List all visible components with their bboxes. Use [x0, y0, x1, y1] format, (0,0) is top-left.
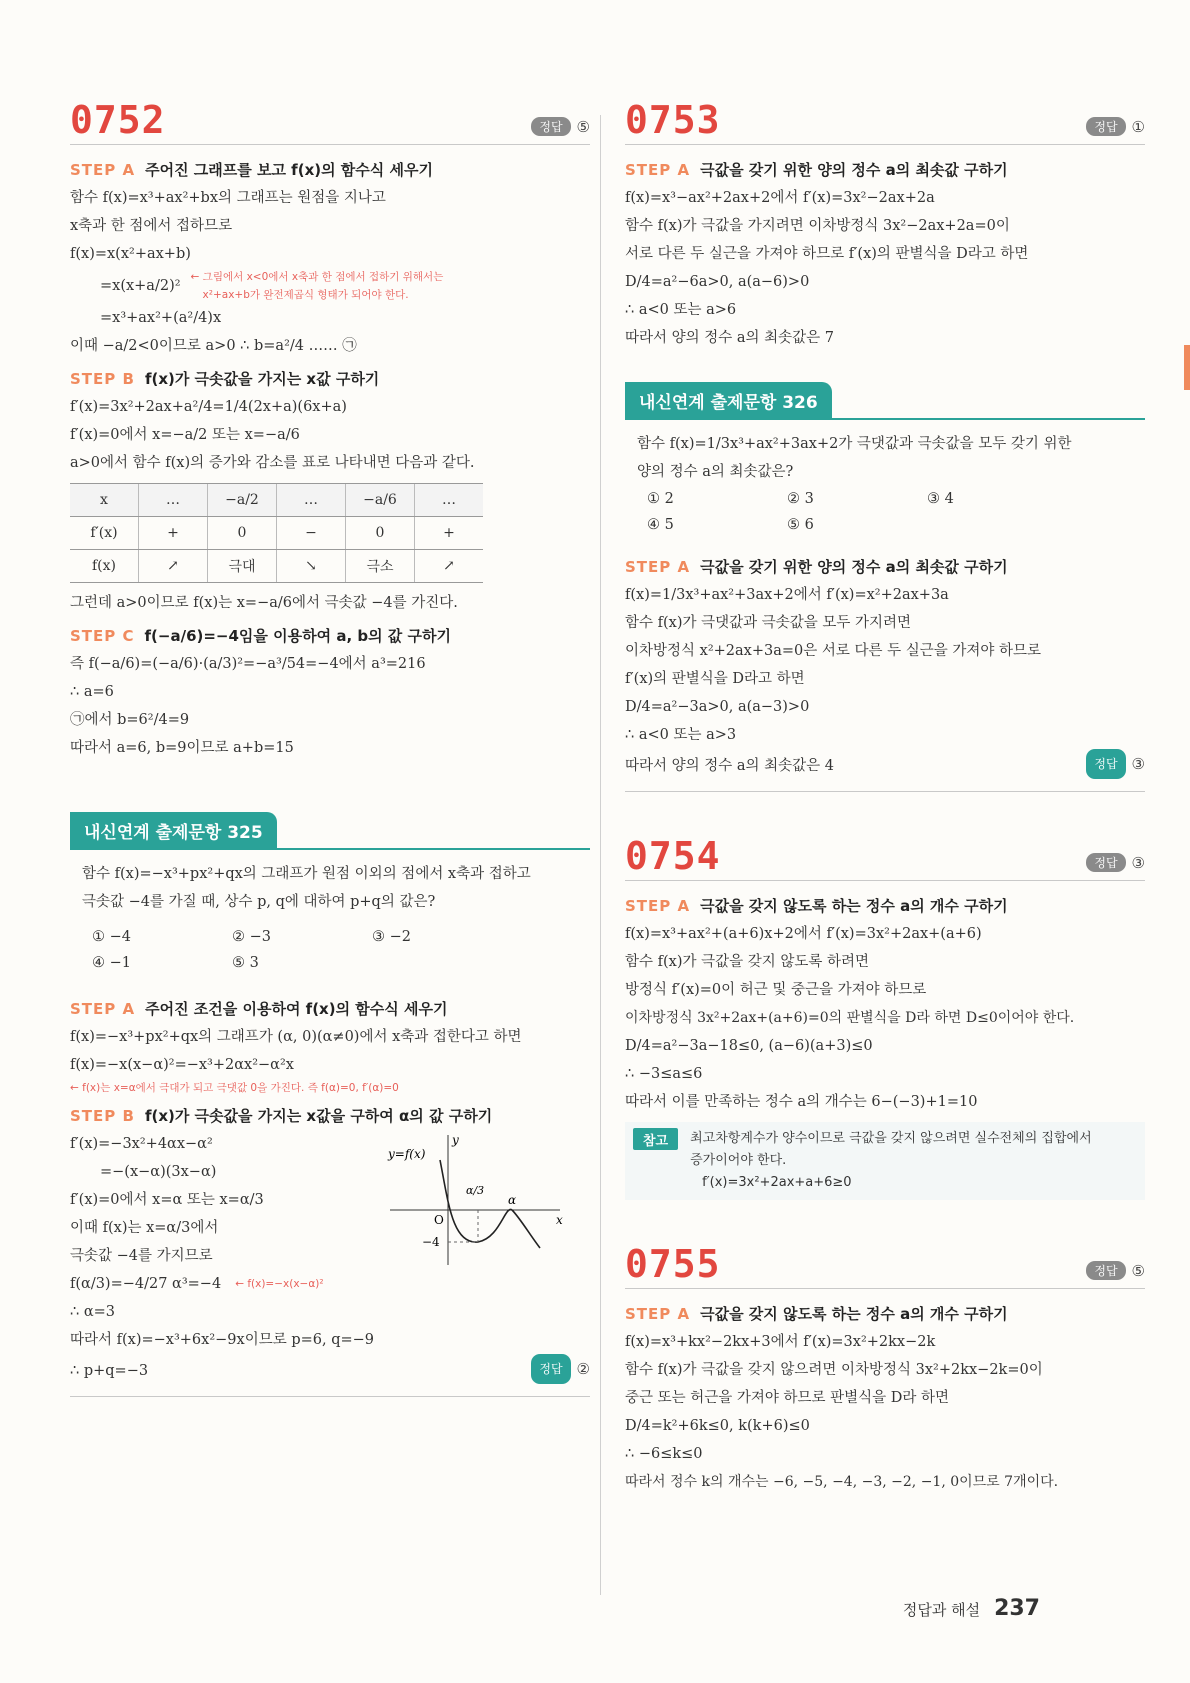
answer-badge: 정답	[1086, 749, 1125, 779]
section-tab-marker	[1184, 345, 1190, 390]
step-heading	[70, 1105, 590, 1126]
answer-badge: 정답	[1086, 1261, 1125, 1280]
solution-line: 함수 f(x)가 극댓값과 극솟값을 모두 가지려면	[625, 615, 912, 631]
solution-line: f(α/3)=−4/27 α³=−4	[70, 1276, 222, 1292]
problem-0754	[625, 836, 1145, 1200]
solution-line: f(x)=x³+kx²−2kx+3에서 f′(x)=3x²+2kx−2k	[625, 1334, 936, 1350]
answer-indicator	[1086, 749, 1145, 779]
answer-indicator	[1086, 853, 1145, 872]
solution-line: f(x)=−x³+px²+qx의 그래프가 (α, 0)(α≠0)에서 x축과 접한다고 하면	[70, 1029, 522, 1045]
answer-badge: 정답	[531, 1354, 570, 1384]
curve-label: y=f(x)	[388, 1147, 426, 1161]
table-row	[70, 484, 483, 517]
solution-line: f(x)=1/3x³+ax²+3ax+2에서 f′(x)=x²+2ax+3a	[625, 587, 949, 603]
solution-with-graph	[70, 1130, 590, 1388]
problem-header	[625, 100, 1145, 145]
solution-line: 극솟값 −4를 가지므로	[70, 1248, 213, 1264]
solution-line: D/4=a²−3a−18≤0, (a−6)(a+3)≤0	[625, 1038, 873, 1054]
table-row	[70, 517, 483, 550]
answer-choices	[637, 486, 1133, 538]
solution-line: f′(x)=3x²+2ax+a²/4=1/4(2x+a)(6x+a)	[70, 399, 347, 415]
solution-line: 이때 f(x)는 x=α/3에서	[70, 1220, 219, 1236]
step-tag: STEP C	[70, 626, 135, 645]
note-text: ← 그림에서 x<0에서 x축과 한 점에서 접하기 위해서는	[190, 271, 444, 283]
table-row	[70, 550, 483, 583]
answer-indicator	[531, 117, 590, 136]
solution-line: ∴ α=3	[70, 1304, 116, 1320]
solution-line: 이때 −a/2<0이므로 a>0 ∴ b=a²/4 …… ㉠	[70, 338, 357, 354]
solution-line-row	[70, 268, 590, 304]
problem-0752	[70, 100, 590, 762]
problem-header	[625, 836, 1145, 881]
step-tag: STEP A	[625, 557, 691, 576]
solution-line-row	[70, 1354, 590, 1388]
step-tag: STEP A	[625, 1304, 691, 1323]
related-problem-bar: 내신연계 출제문항 325	[70, 812, 277, 849]
solution-line: =x(x+a/2)²	[100, 278, 181, 294]
solution-line: ∴ a<0 또는 a>3	[625, 727, 737, 743]
related-problem-body	[70, 850, 590, 982]
y-label: y	[452, 1133, 459, 1147]
solution-line: D/4=k²+6k≤0, k(k+6)≤0	[625, 1418, 810, 1434]
solution-line: =−(x−α)(3x−α)	[100, 1164, 217, 1180]
solution-line: f(x)=x³−ax²+2ax+2에서 f′(x)=3x²−2ax+2a	[625, 190, 935, 206]
table-cell: f(x)	[70, 550, 139, 583]
problem-number: 0754	[625, 834, 721, 878]
side-note: ← f(x)=−x(x−α)²	[235, 1278, 324, 1290]
function-graph	[380, 1130, 570, 1270]
problem-number: 0752	[70, 98, 166, 142]
problem-number: 0753	[625, 98, 721, 142]
step-title: 주어진 그래프를 보고 f(x)의 함수식 세우기	[145, 161, 433, 179]
related-problem-325	[70, 812, 590, 1397]
page-number: 237	[994, 1596, 1040, 1621]
problem-header	[625, 1244, 1145, 1289]
solution-line: 함수 f(x)가 극값을 가지려면 이차방정식 3x²−2ax+2a=0이	[625, 218, 1010, 234]
table-cell: +	[139, 517, 208, 550]
table-cell: −a/6	[346, 484, 415, 517]
answer-value: ②	[576, 1360, 590, 1378]
page-footer	[903, 1596, 1040, 1621]
step-tag: STEP A	[70, 160, 136, 179]
choice-2: ② −3	[232, 929, 271, 945]
solution-line: 따라서 이를 만족하는 정수 a의 개수는 6−(−3)+1=10	[625, 1094, 978, 1110]
solution-line: 함수 f(x)가 극값을 갖지 않으려면 이차방정식 3x²+2kx−2k=0이	[625, 1362, 1043, 1378]
step-heading	[625, 556, 1145, 577]
answer-value: ③	[1131, 853, 1145, 872]
answer-value: ①	[1131, 117, 1145, 136]
step-tag: STEP B	[70, 1106, 135, 1125]
solution-line: f′(x)의 판별식을 D라고 하면	[625, 671, 805, 687]
answer-indicator	[1086, 1261, 1145, 1280]
solution-line: 따라서 정수 k의 개수는 −6, −5, −4, −3, −2, −1, 0이므로 7개이다.	[625, 1474, 1059, 1490]
solution-line: 함수 f(x)가 극값을 갖지 않도록 하려면	[625, 954, 870, 970]
table-cell: x	[70, 484, 139, 517]
step-heading	[625, 895, 1145, 916]
problem-number: 0755	[625, 1242, 721, 1286]
step-tag: STEP A	[70, 999, 136, 1018]
alpha-third-label: α/3	[466, 1184, 485, 1197]
choice-1: ① 2	[647, 491, 674, 507]
step-heading	[625, 159, 1145, 180]
table-cell: 0	[346, 517, 415, 550]
solution-line: 이차방정식 x²+2ax+3a=0은 서로 다른 두 실근을 가져야 하므로	[625, 643, 1041, 659]
step-heading	[70, 998, 590, 1019]
solution-line: ∴ a=6	[70, 684, 114, 700]
problem-0753	[625, 100, 1145, 352]
step-tag: STEP A	[625, 896, 691, 915]
min-value-label: −4	[422, 1235, 440, 1249]
solution-line: 방정식 f′(x)=0이 허근 및 중근을 가져야 하므로	[625, 982, 927, 998]
reference-body	[690, 1128, 1092, 1194]
table-cell: ↘	[277, 550, 346, 583]
step-heading	[70, 368, 590, 389]
side-note	[191, 268, 444, 304]
question-line: 양의 정수 a의 최솟값은?	[637, 464, 794, 480]
step-tag: STEP A	[625, 160, 691, 179]
problem-header	[70, 100, 590, 145]
table-cell: …	[277, 484, 346, 517]
related-problem-326	[625, 382, 1145, 792]
related-problem-body	[625, 420, 1145, 544]
step-title: 극값을 갖기 위한 양의 정수 a의 최솟값 구하기	[700, 161, 1008, 179]
answer-value: ⑤	[1131, 1261, 1145, 1280]
right-column	[625, 100, 1145, 1496]
problem-0755	[625, 1244, 1145, 1496]
answer-badge: 정답	[531, 117, 570, 136]
curve	[440, 1160, 540, 1248]
question-line: 함수 f(x)=−x³+px²+qx의 그래프가 원점 이외의 점에서 x축과 접하고	[82, 866, 531, 882]
solution-line: x축과 한 점에서 접하므로	[70, 218, 233, 234]
step-title: f(−a/6)=−4임을 이용하여 a, b의 값 구하기	[144, 627, 451, 645]
answer-badge: 정답	[1086, 117, 1125, 136]
solution-line: 서로 다른 두 실근을 가져야 하므로 f′(x)의 판별식을 D라고 하면	[625, 246, 1029, 262]
solution-line: D/4=a²−6a>0, a(a−6)>0	[625, 274, 810, 290]
solution-line: f′(x)=0에서 x=−a/2 또는 x=−a/6	[70, 427, 300, 443]
solution-line-row	[625, 749, 1145, 783]
table-cell: −	[277, 517, 346, 550]
table-cell: 극소	[346, 550, 415, 583]
question-line: 함수 f(x)=1/3x³+ax²+3ax+2가 극댓값과 극솟값을 모두 갖기 위한	[637, 436, 1072, 452]
left-column	[70, 100, 590, 1397]
choice-4: ④ 5	[647, 517, 674, 533]
solution-line: f′(x)=−3x²+4αx−α²	[70, 1136, 213, 1152]
answer-value: ⑤	[576, 117, 590, 136]
footer-label: 정답과 해설	[902, 1601, 981, 1619]
solution-line: 그런데 a>0이므로 f(x)는 x=−a/6에서 극솟값 −4를 가진다.	[70, 595, 458, 611]
solution-line: 즉 f(−a/6)=(−a/6)·(a/3)²=−a³/54=−4에서 a³=216	[70, 656, 426, 672]
solution-line: ∴ −3≤a≤6	[625, 1066, 703, 1082]
answer-indicator	[531, 1354, 590, 1384]
side-note: ← f(x)는 x=α에서 극대가 되고 극댓값 0을 가진다. 즉 f(α)=0, f′(α)=0	[70, 1082, 399, 1094]
choice-5: ⑤ 3	[232, 955, 259, 971]
table-cell: f′(x)	[70, 517, 139, 550]
table-cell: ↗	[415, 550, 484, 583]
table-cell: +	[415, 517, 484, 550]
origin-label: O	[434, 1213, 444, 1227]
reference-tag: 참고	[633, 1128, 678, 1150]
solution-line: ∴ a<0 또는 a>6	[625, 302, 737, 318]
step-heading	[70, 625, 590, 646]
answer-badge: 정답	[1086, 853, 1125, 872]
solution-line: f′(x)=0에서 x=α 또는 x=α/3	[70, 1192, 264, 1208]
solution-line: 따라서 양의 정수 a의 최솟값은 4	[625, 758, 834, 774]
choice-3: ③ −2	[372, 929, 411, 945]
solution-line: a>0에서 함수 f(x)의 증가와 감소를 표로 나타내면 다음과 같다.	[70, 455, 475, 471]
section-end-rule	[70, 1396, 590, 1397]
solution-line: f(x)=x(x²+ax+b)	[70, 246, 191, 262]
solution-line: 따라서 a=6, b=9이므로 a+b=15	[70, 740, 294, 756]
answer-value: ③	[1131, 755, 1145, 773]
solution-line: D/4=a²−3a>0, a(a−3)>0	[625, 699, 810, 715]
step-title: 극값을 갖지 않도록 하는 정수 a의 개수 구하기	[700, 897, 1008, 915]
table-cell: …	[415, 484, 484, 517]
choice-4: ④ −1	[92, 955, 131, 971]
reference-line: f′(x)=3x²+2ax+a+6≥0	[702, 1175, 852, 1190]
step-heading	[625, 1303, 1145, 1324]
alpha-label: α	[508, 1193, 517, 1207]
note-text: x²+ax+b가 완전제곱식 형태가 되어야 한다.	[202, 289, 409, 301]
solution-line: f(x)=−x(x−α)²=−x³+2αx²−α²x	[70, 1057, 294, 1073]
x-label: x	[556, 1213, 563, 1227]
table-cell: ↗	[139, 550, 208, 583]
solution-line: 함수 f(x)=x³+ax²+bx의 그래프는 원점을 지나고	[70, 190, 386, 206]
reference-line: 최고차항계수가 양수이므로 극값을 갖지 않으려면 실수전체의 집합에서	[690, 1131, 1092, 1146]
solution-line: f(x)=x³+ax²+(a+6)x+2에서 f′(x)=3x²+2ax+(a+6)	[625, 926, 982, 942]
step-title: 주어진 조건을 이용하여 f(x)의 함수식 세우기	[145, 1000, 448, 1018]
step-heading	[70, 159, 590, 180]
solution-line: 이차방정식 3x²+2ax+(a+6)=0의 판별식을 D라 하면 D≤0이어야 한다.	[625, 1010, 1075, 1026]
solution-line: ∴ −6≤k≤0	[625, 1446, 703, 1462]
solution-line: =x³+ax²+(a²/4)x	[100, 310, 222, 326]
solution-line: 중근 또는 허근을 가져야 하므로 판별식을 D라 하면	[625, 1390, 950, 1406]
column-divider	[600, 115, 601, 1595]
step-title: f(x)가 극솟값을 가지는 x값 구하기	[144, 370, 380, 388]
solution-line: 따라서 f(x)=−x³+6x²−9x이므로 p=6, q=−9	[70, 1332, 375, 1348]
step-title: 극값을 갖지 않도록 하는 정수 a의 개수 구하기	[700, 1305, 1008, 1323]
solution-line: ㉠에서 b=6²/4=9	[70, 712, 190, 728]
related-problem-bar: 내신연계 출제문항 326	[625, 382, 832, 419]
table-cell: …	[139, 484, 208, 517]
table-cell: 0	[208, 517, 277, 550]
answer-choices	[82, 924, 578, 976]
solution-line-row	[70, 1270, 590, 1298]
section-end-rule	[625, 791, 1145, 792]
increase-decrease-table	[70, 483, 483, 583]
choice-1: ① −4	[92, 929, 131, 945]
solution-line: 따라서 양의 정수 a의 최솟값은 7	[625, 330, 834, 346]
table-cell: 극대	[208, 550, 277, 583]
step-title: 극값을 갖기 위한 양의 정수 a의 최솟값 구하기	[700, 558, 1008, 576]
question-line: 극솟값 −4를 가질 때, 상수 p, q에 대하여 p+q의 값은?	[82, 894, 436, 910]
step-title: f(x)가 극솟값을 가지는 x값을 구하여 α의 값 구하기	[144, 1107, 493, 1125]
step-tag: STEP B	[70, 369, 135, 388]
table-cell: −a/2	[208, 484, 277, 517]
choice-2: ② 3	[787, 491, 814, 507]
answer-indicator	[1086, 117, 1145, 136]
reference-note	[625, 1122, 1145, 1200]
choice-5: ⑤ 6	[787, 517, 814, 533]
choice-3: ③ 4	[927, 491, 954, 507]
reference-line: 증가이어야 한다.	[690, 1153, 787, 1168]
solution-line: ∴ p+q=−3	[70, 1363, 149, 1379]
